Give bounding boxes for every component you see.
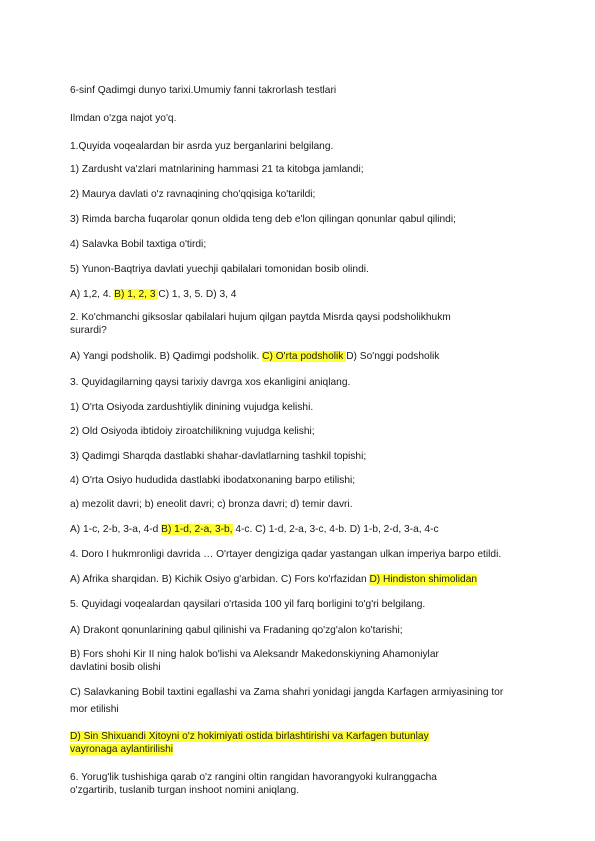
q4-options	[70, 573, 520, 586]
q5-option-c: C) Salavkaning Bobil taxtini egallashi va Zama shahri yonidagi jangda Karfagen armiyasining tor mor etilishi	[70, 687, 504, 715]
question-1: 1.Quyida voqealardan bir asrda yuz berganlarini belgilang.	[70, 141, 334, 152]
q5-option-a: A) Drakont qonunlarining qabul qilinishi va Fradaning qo'zg'alon ko'tarishi;	[70, 625, 403, 636]
question-4: 4. Doro I hukmronligi davrida … O'rtayer dengiziga qadar yastangan ulkan imperiya barpo etildi.	[70, 549, 502, 560]
question-2: 2. Ko'chmanchi giksoslar qabilalari hujum qilgan paytda Misrda qaysi podsholikhukm surardi?	[70, 312, 451, 336]
q1-option-cd: C) 1, 3, 5. D) 3, 4	[158, 289, 237, 300]
q1-option-b-correct: B) 1, 2, 3	[114, 289, 159, 300]
q2-option-c-correct: C) O'rta podsholik	[262, 351, 347, 362]
question-6: 6. Yorug'lik tushishiga qarab o'z rangini oltin rangidan havorangyoki kulranggacha o'zgartirib, tuslanib turgan inshoot nomini aniqlang.	[70, 772, 437, 796]
q3-item-2: 2) Old Osiyoda ibtidoiy ziroatchilikning vujudga kelishi;	[70, 426, 315, 437]
q3-item-3: 3) Qadimgi Sharqda dastlabki shahar-davlatlarning tashkil topishi;	[70, 451, 367, 462]
motto: Ilmdan o'zga najot yo'q.	[70, 113, 177, 124]
q3-item-4: 4) O'rta Osiyo hududida dastlabki ibodatxonaning barpo etilishi;	[70, 475, 356, 486]
q1-item-3: 3) Rimda barcha fuqarolar qonun oldida teng deb e'lon qilingan qonunlar qabul qilindi;	[70, 214, 456, 225]
question-3: 3. Quyidagilarning qaysi tarixiy davrga xos ekanligini aniqlang.	[70, 377, 351, 388]
q1-option-a: A) 1,2, 4.	[70, 289, 115, 300]
q2-option-d: D) So'nggi podsholik	[346, 351, 440, 362]
document-title: 6-sinf Qadimgi dunyo tarixi.Umumiy fanni takrorlash testlari	[70, 85, 337, 96]
q5-option-b: B) Fors shohi Kir II ning halok bo'lishi va Aleksandr Makedonskiyning Ahamoniylar davlatini bosib olishi	[70, 649, 439, 673]
question-5: 5. Quyidagi voqealardan qaysilari o'rtasida 100 yil farq borligini to'g'ri belgilang.	[70, 599, 426, 610]
q1-options	[70, 288, 520, 301]
q4-option-abc: A) Afrika sharqidan. B) Kichik Osiyo g'arbidan. C) Fors ko'rfazidan	[70, 574, 370, 585]
q2-options	[70, 350, 520, 363]
q3-option-a: A) 1-c, 2-b, 3-a, 4-d	[70, 524, 162, 535]
q3-options	[70, 523, 520, 536]
q2-option-ab: A) Yangi podsholik. B) Qadimgi podsholik.	[70, 351, 263, 362]
q4-option-d-correct: D) Hindiston shimolidan	[369, 574, 478, 585]
q3-item-1: 1) O'rta Osiyoda zardushtiylik dinining vujudga kelishi.	[70, 402, 314, 413]
q1-item-5: 5) Yunon-Baqtriya davlati yuechji qabilalari tomonidan bosib olindi.	[70, 264, 369, 275]
q3-periods: a) mezolit davri; b) eneolit davri; c) bronza davri; d) temir davri.	[70, 499, 353, 510]
q3-option-b-correct: B) 1-d, 2-a, 3-b,	[161, 524, 233, 535]
q1-item-1: 1) Zardusht va'zlari matnlarining hammasi 21 ta kitobga jamlandi;	[70, 164, 364, 175]
q5-option-d-correct: D) Sin Shixuandi Xitoyni o'z hokimiyati ostida birlashtirishi va Karfagen butunlay vayronaga aylantirilishi	[70, 731, 429, 755]
q1-item-4: 4) Salavka Bobil taxtiga o'tirdi;	[70, 239, 207, 250]
q3-option-cd: 4-c. C) 1-d, 2-a, 3-c, 4-b. D) 1-b, 2-d, 3-a, 4-c	[232, 524, 439, 535]
q1-item-2: 2) Maurya davlati o'z ravnaqining cho'qqisiga ko'tarildi;	[70, 189, 316, 200]
